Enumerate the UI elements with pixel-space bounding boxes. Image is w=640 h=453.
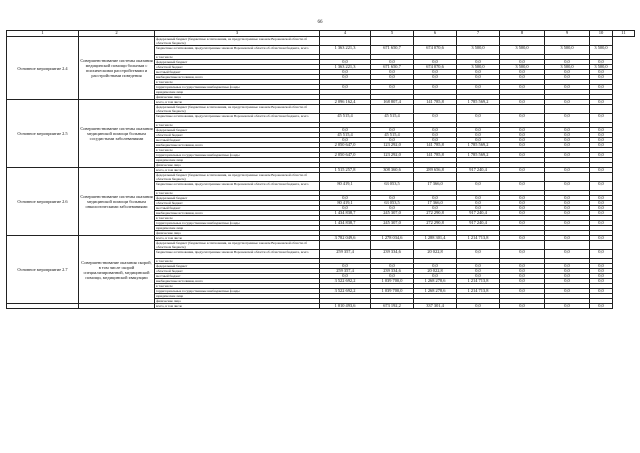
value-cell: 0,0 — [590, 201, 613, 206]
value-cell: 1 363 221,3 — [320, 46, 371, 55]
value-cell — [590, 37, 613, 46]
program-cell: Совершенствование системы оказания медицинской помощи больным онкологическими заболеваниями — [79, 168, 155, 236]
funding-source-cell: бюджетные ассигнования, предусмотренные законом Воронежской области об областном бюджете, всего — [155, 182, 320, 191]
table-row — [7, 37, 635, 46]
value-cell — [414, 37, 457, 46]
program-cell: Совершенствование оказания скорой, в том числе скорой специализированной, медицинской помощи, медицинской эвакуации — [79, 236, 155, 304]
funding-source-cell: в том числе — [155, 259, 320, 264]
value-cell: 0,0 — [457, 274, 500, 279]
funding-source-cell: областной бюджет — [155, 201, 320, 206]
program-cell — [79, 304, 155, 309]
event-cell — [7, 304, 79, 309]
value-cell: 45 515,4 — [320, 114, 371, 123]
value-cell: 0,0 — [414, 206, 457, 211]
value-cell: 0,0 — [500, 70, 545, 75]
value-cell: 0,0 — [590, 85, 613, 90]
value-cell: 0,0 — [545, 182, 590, 191]
funding-source-cell: бюджетные ассигнования, предусмотренные законом Воронежской области об областном бюджете, всего — [155, 250, 320, 259]
value-cell: 0,0 — [545, 168, 590, 173]
value-cell: 0,0 — [590, 304, 613, 309]
funding-source-cell: внебюджетные источники, всего — [155, 75, 320, 80]
page-number: 66 — [317, 20, 323, 25]
value-cell: 0,0 — [590, 279, 613, 284]
value-cell: 0,0 — [590, 60, 613, 65]
funding-source-cell: областной бюджет — [155, 65, 320, 70]
value-cell: 20 022,8 — [414, 269, 457, 274]
value-cell: 1 010 493,6 — [320, 304, 371, 309]
value-cell: 3 500,0 — [457, 46, 500, 55]
value-cell: 1 214 713,8 — [457, 236, 500, 241]
value-cell: 3 500,0 — [500, 65, 545, 70]
value-cell: 259 357,4 — [320, 250, 371, 259]
header-cell: 9 — [545, 31, 590, 37]
value-cell: 0,0 — [545, 279, 590, 284]
funding-source-cell: внебюджетные источники, всего — [155, 279, 320, 284]
value-cell — [320, 37, 371, 46]
value-cell: 3 500,0 — [457, 65, 500, 70]
value-cell: 0,0 — [500, 206, 545, 211]
funding-source-cell: территориальные государственные внебюджетные фонды — [155, 221, 320, 226]
funding-source-cell: физические лица — [155, 299, 320, 304]
value-cell: 1 785 569,2 — [457, 100, 500, 105]
value-cell: 1 434 838,7 — [320, 221, 371, 226]
value-cell — [320, 105, 371, 114]
funding-source-cell: юридические лица — [155, 294, 320, 299]
value-cell — [320, 241, 371, 250]
value-cell: 0,0 — [371, 128, 414, 133]
value-cell: 0,0 — [320, 128, 371, 133]
value-cell: 0,0 — [371, 70, 414, 75]
event-cell: Основное мероприятие 2.4 — [7, 37, 79, 100]
value-cell: 0,0 — [590, 289, 613, 294]
value-cell: 0,0 — [545, 221, 590, 226]
value-cell: 0,0 — [545, 143, 590, 148]
value-cell: 0,0 — [545, 211, 590, 216]
funding-source-cell: всего, в том числе — [155, 100, 320, 105]
value-cell — [371, 241, 414, 250]
value-cell — [457, 241, 500, 250]
value-cell: 0,0 — [500, 75, 545, 80]
value-cell: 917 240,4 — [457, 211, 500, 216]
value-cell: 0,0 — [545, 133, 590, 138]
value-cell: 0,0 — [371, 196, 414, 201]
value-cell — [414, 173, 457, 182]
value-cell: 0,0 — [500, 143, 545, 148]
value-cell: 0,0 — [457, 114, 500, 123]
value-cell — [500, 173, 545, 182]
value-cell: 0,0 — [590, 196, 613, 201]
value-cell: 0,0 — [545, 264, 590, 269]
funding-source-cell: юридические лица — [155, 90, 320, 95]
funding-source-cell: в том числе — [155, 123, 320, 128]
value-cell: 0,0 — [590, 250, 613, 259]
value-cell: 0,0 — [457, 133, 500, 138]
header-cell: 4 — [320, 31, 371, 37]
value-cell: 0,0 — [371, 75, 414, 80]
funding-source-cell: всего, в том числе — [155, 236, 320, 241]
value-cell: 0,0 — [457, 128, 500, 133]
value-cell: 0,0 — [500, 269, 545, 274]
value-cell — [545, 241, 590, 250]
funding-source-cell: бюджетные ассигнования, предусмотренные законом Воронежской области об областном бюджете, всего — [155, 46, 320, 55]
value-cell: 141 785,8 — [414, 153, 457, 158]
event-cell: Основное мероприятие 2.6 — [7, 168, 79, 236]
value-cell: 0,0 — [500, 201, 545, 206]
value-cell: 0,0 — [320, 264, 371, 269]
table-row — [7, 304, 635, 309]
value-cell: 63 053,5 — [371, 201, 414, 206]
budget-table — [6, 30, 635, 309]
program-cell: Совершенствование системы оказания медицинской помощи больным с психическими расстройствами и расстройствами поведения — [79, 37, 155, 100]
value-cell: 1 039 700,0 — [371, 289, 414, 294]
value-cell: 0,0 — [545, 128, 590, 133]
funding-source-cell: в том числе — [155, 284, 320, 289]
value-cell — [414, 105, 457, 114]
value-cell: 1 785 569,2 — [457, 143, 500, 148]
value-cell: 1 039 700,0 — [371, 279, 414, 284]
value-cell: 0,0 — [545, 304, 590, 309]
value-cell: 0,0 — [500, 250, 545, 259]
value-cell: 0,0 — [414, 196, 457, 201]
value-cell: 0,0 — [457, 70, 500, 75]
value-cell — [371, 173, 414, 182]
header-cell: 3 — [155, 31, 320, 37]
value-cell: 0,0 — [371, 60, 414, 65]
program-cell: Совершенствование системы оказания медицинской помощи больным сосудистыми заболеваниями — [79, 100, 155, 168]
funding-source-cell: физические лица — [155, 95, 320, 100]
header-cell: 5 — [371, 31, 414, 37]
value-cell: 0,0 — [545, 153, 590, 158]
value-cell: 0,0 — [590, 211, 613, 216]
funding-source-cell: физические лица — [155, 231, 320, 236]
value-cell: 1 268 278,6 — [414, 279, 457, 284]
funding-source-cell: местный бюджет — [155, 138, 320, 143]
value-cell: 0,0 — [545, 114, 590, 123]
value-cell: 0,0 — [500, 168, 545, 173]
funding-source-cell: бюджетные ассигнования, предусмотренные законом Воронежской области об областном бюджете, всего — [155, 114, 320, 123]
value-cell: 45 515,4 — [320, 133, 371, 138]
value-cell — [414, 241, 457, 250]
value-cell: 0,0 — [500, 128, 545, 133]
value-cell: 259 357,4 — [320, 269, 371, 274]
value-cell: 0,0 — [590, 75, 613, 80]
value-cell — [500, 241, 545, 250]
value-cell: 0,0 — [500, 85, 545, 90]
funding-source-cell: местный бюджет — [155, 70, 320, 75]
funding-source-cell: местный бюджет — [155, 206, 320, 211]
value-cell: 0,0 — [457, 304, 500, 309]
value-cell: 245 307,0 — [371, 211, 414, 216]
funding-source-cell: федеральный бюджет — [155, 128, 320, 133]
value-cell: 0,0 — [545, 201, 590, 206]
value-cell: 0,0 — [414, 85, 457, 90]
funding-source-cell: всего, в том числе — [155, 304, 320, 309]
value-cell: 0,0 — [500, 196, 545, 201]
value-cell: 0,0 — [500, 221, 545, 226]
value-cell: 0,0 — [590, 138, 613, 143]
value-cell: 245 307,0 — [371, 221, 414, 226]
value-cell — [457, 173, 500, 182]
value-cell: 0,0 — [590, 114, 613, 123]
funding-source-cell: юридические лица — [155, 226, 320, 231]
value-cell — [590, 105, 613, 114]
funding-source-cell: в том числе — [155, 191, 320, 196]
value-cell: 1 785 569,2 — [457, 153, 500, 158]
value-cell: 0,0 — [590, 182, 613, 191]
value-cell: 0,0 — [457, 250, 500, 259]
value-cell: 272 290,8 — [414, 211, 457, 216]
funding-source-cell: федеральный бюджет — [155, 264, 320, 269]
value-cell: 0,0 — [457, 269, 500, 274]
value-cell: 0,0 — [590, 206, 613, 211]
value-cell — [457, 105, 500, 114]
value-cell: 141 785,8 — [414, 143, 457, 148]
value-cell: 1 214 713,8 — [457, 289, 500, 294]
value-cell: 272 290,8 — [414, 221, 457, 226]
table-body — [7, 31, 635, 309]
value-cell: 20 022,8 — [414, 250, 457, 259]
value-cell: 0,0 — [545, 289, 590, 294]
value-cell: 0,0 — [500, 100, 545, 105]
value-cell: 0,0 — [545, 60, 590, 65]
funding-source-cell: местный бюджет — [155, 274, 320, 279]
funding-source-cell: в том числе — [155, 55, 320, 60]
value-cell: 1 268 278,6 — [414, 289, 457, 294]
value-cell: 0,0 — [371, 138, 414, 143]
value-cell: 0,0 — [320, 274, 371, 279]
value-cell: 0,0 — [590, 133, 613, 138]
value-cell: 0,0 — [414, 60, 457, 65]
value-cell: 0,0 — [457, 85, 500, 90]
value-cell: 0,0 — [545, 75, 590, 80]
value-cell — [371, 105, 414, 114]
value-cell: 0,0 — [590, 269, 613, 274]
value-cell: 0,0 — [500, 182, 545, 191]
value-cell: 3 522 692,2 — [320, 289, 371, 294]
value-cell: 239 334,6 — [371, 269, 414, 274]
value-cell: 0,0 — [457, 60, 500, 65]
value-cell: 0,0 — [320, 85, 371, 90]
value-cell: 0,0 — [457, 201, 500, 206]
value-cell: 0,0 — [457, 75, 500, 80]
value-cell: 0,0 — [545, 85, 590, 90]
value-cell: 0,0 — [590, 100, 613, 105]
value-cell: 168 807,4 — [371, 100, 414, 105]
value-cell: 0,0 — [590, 168, 613, 173]
value-cell: 0,0 — [414, 264, 457, 269]
value-cell: 0,0 — [414, 75, 457, 80]
funding-source-cell: федеральный бюджет (бюджетные ассигнования, не предусмотренные законом Воронежской области об областном бюджете) — [155, 37, 320, 46]
value-cell: 0,0 — [457, 264, 500, 269]
value-cell: 3 500,0 — [590, 46, 613, 55]
value-cell: 0,0 — [320, 70, 371, 75]
header-cell: 6 — [414, 31, 457, 37]
value-cell: 45 515,4 — [371, 114, 414, 123]
value-cell: 45 515,4 — [371, 133, 414, 138]
value-cell: 1 434 838,7 — [320, 211, 371, 216]
funding-source-cell: физические лица — [155, 163, 320, 168]
funding-source-cell: территориальные государственные внебюджетные фонды — [155, 153, 320, 158]
value-cell: 63 053,5 — [371, 182, 414, 191]
funding-source-cell: федеральный бюджет (бюджетные ассигнования, не предусмотренные законом Воронежской области об областном бюджете) — [155, 105, 320, 114]
value-cell: 17 366,0 — [414, 182, 457, 191]
funding-source-cell: в том числе — [155, 216, 320, 221]
value-cell: 0,0 — [371, 264, 414, 269]
value-cell: 673 192,2 — [371, 304, 414, 309]
value-cell: 671 650,7 — [371, 65, 414, 70]
value-cell: 0,0 — [500, 138, 545, 143]
value-cell: 0,0 — [500, 114, 545, 123]
value-cell: 0,0 — [545, 274, 590, 279]
value-cell: 0,0 — [414, 70, 457, 75]
value-cell: 0,0 — [500, 304, 545, 309]
value-cell: 0,0 — [500, 264, 545, 269]
value-cell: 289 656,8 — [414, 168, 457, 173]
value-cell — [320, 173, 371, 182]
value-cell: 0,0 — [320, 196, 371, 201]
value-cell: 0,0 — [500, 133, 545, 138]
value-cell: 0,0 — [414, 133, 457, 138]
value-cell — [545, 105, 590, 114]
value-cell: 1 288 301,4 — [414, 236, 457, 241]
funding-source-cell: федеральный бюджет (бюджетные ассигнования, не предусмотренные законом Воронежской области об областном бюджете) — [155, 173, 320, 182]
value-cell: 0,0 — [320, 60, 371, 65]
funding-source-cell: внебюджетные источники, всего — [155, 211, 320, 216]
value-cell: 0,0 — [457, 138, 500, 143]
value-cell: 337 301,4 — [414, 304, 457, 309]
funding-source-cell: областной бюджет — [155, 133, 320, 138]
value-cell — [371, 37, 414, 46]
value-cell: 0,0 — [590, 153, 613, 158]
value-cell: 17 366,0 — [414, 201, 457, 206]
value-cell: 0,0 — [590, 70, 613, 75]
value-cell: 0,0 — [320, 138, 371, 143]
value-cell: 0,0 — [371, 206, 414, 211]
funding-source-cell: в том числе — [155, 80, 320, 85]
value-cell: 0,0 — [545, 138, 590, 143]
value-cell: 0,0 — [590, 221, 613, 226]
value-cell: 0,0 — [457, 196, 500, 201]
value-cell: 3 782 049,6 — [320, 236, 371, 241]
value-cell: 3 500,0 — [545, 46, 590, 55]
value-cell: 0,0 — [414, 114, 457, 123]
value-cell: 3 500,0 — [590, 65, 613, 70]
value-cell: 0,0 — [371, 85, 414, 90]
value-cell: 917 240,4 — [457, 221, 500, 226]
funding-source-cell: территориальные государственные внебюджетные фонды — [155, 289, 320, 294]
value-cell: 0,0 — [545, 269, 590, 274]
header-cell: 7 — [457, 31, 500, 37]
value-cell: 0,0 — [414, 274, 457, 279]
value-cell: 0,0 — [590, 264, 613, 269]
value-cell — [590, 173, 613, 182]
value-cell: 0,0 — [590, 236, 613, 241]
funding-source-cell: всего, в том числе — [155, 168, 320, 173]
value-cell: 674 070,6 — [414, 65, 457, 70]
value-cell: 0,0 — [457, 182, 500, 191]
header-cell: 8 — [500, 31, 545, 37]
value-cell: 0,0 — [545, 100, 590, 105]
value-cell — [545, 173, 590, 182]
value-cell — [590, 241, 613, 250]
value-cell: 0,0 — [320, 75, 371, 80]
value-cell: 0,0 — [545, 250, 590, 259]
value-cell — [545, 37, 590, 46]
value-cell: 2 096 162,4 — [320, 100, 371, 105]
value-cell: 0,0 — [500, 211, 545, 216]
header-cell: 2 — [79, 31, 155, 37]
value-cell: 123 292,0 — [371, 153, 414, 158]
value-cell: 0,0 — [414, 138, 457, 143]
value-cell: 1 363 221,3 — [320, 65, 371, 70]
value-cell: 917 240,4 — [457, 168, 500, 173]
value-cell: 0,0 — [500, 279, 545, 284]
value-cell: 80 419,1 — [320, 182, 371, 191]
event-cell: Основное мероприятие 2.5 — [7, 100, 79, 168]
value-cell: 2 050 647,0 — [320, 153, 371, 158]
value-cell: 3 500,0 — [500, 46, 545, 55]
funding-source-cell: областной бюджет — [155, 269, 320, 274]
funding-source-cell: в том числе — [155, 148, 320, 153]
value-cell: 141 785,8 — [414, 100, 457, 105]
value-cell: 123 292,0 — [371, 143, 414, 148]
value-cell: 0,0 — [320, 206, 371, 211]
value-cell: 0,0 — [545, 206, 590, 211]
value-cell: 674 070,6 — [414, 46, 457, 55]
value-cell: 239 334,6 — [371, 250, 414, 259]
value-cell — [500, 37, 545, 46]
value-cell: 0,0 — [500, 274, 545, 279]
event-cell: Основное мероприятие 2.7 — [7, 236, 79, 304]
value-cell: 0,0 — [545, 70, 590, 75]
value-cell: 3 500,0 — [545, 65, 590, 70]
funding-source-cell: федеральный бюджет — [155, 60, 320, 65]
value-cell: 0,0 — [457, 206, 500, 211]
value-cell: 0,0 — [414, 128, 457, 133]
funding-source-cell: федеральный бюджет (бюджетные ассигнования, не предусмотренные законом Воронежской области об областном бюджете) — [155, 241, 320, 250]
value-cell: 80 419,1 — [320, 201, 371, 206]
value-cell: 1 515 257,8 — [320, 168, 371, 173]
value-cell — [500, 105, 545, 114]
value-cell — [457, 37, 500, 46]
header-cell: 1 — [7, 31, 79, 37]
value-cell: 0,0 — [545, 236, 590, 241]
value-cell: 1 278 034,6 — [371, 236, 414, 241]
value-cell: 0,0 — [500, 289, 545, 294]
funding-source-cell: территориальные государственные внебюджетные фонды — [155, 85, 320, 90]
value-cell: 0,0 — [545, 196, 590, 201]
value-cell: 0,0 — [500, 236, 545, 241]
header-cell: 10 — [590, 31, 613, 37]
funding-source-cell: юридические лица — [155, 158, 320, 163]
funding-source-cell: федеральный бюджет — [155, 196, 320, 201]
value-cell: 1 214 713,8 — [457, 279, 500, 284]
value-cell: 308 360,6 — [371, 168, 414, 173]
value-cell: 0,0 — [590, 143, 613, 148]
value-cell: 0,0 — [590, 128, 613, 133]
value-cell: 0,0 — [371, 274, 414, 279]
value-cell: 671 650,7 — [371, 46, 414, 55]
value-cell: 0,0 — [590, 274, 613, 279]
value-cell: 2 050 647,0 — [320, 143, 371, 148]
header-cell: 11 — [613, 31, 635, 37]
funding-source-cell: внебюджетные источники, всего — [155, 143, 320, 148]
value-cell: 0,0 — [500, 153, 545, 158]
value-cell: 3 522 692,2 — [320, 279, 371, 284]
value-cell: 0,0 — [500, 60, 545, 65]
